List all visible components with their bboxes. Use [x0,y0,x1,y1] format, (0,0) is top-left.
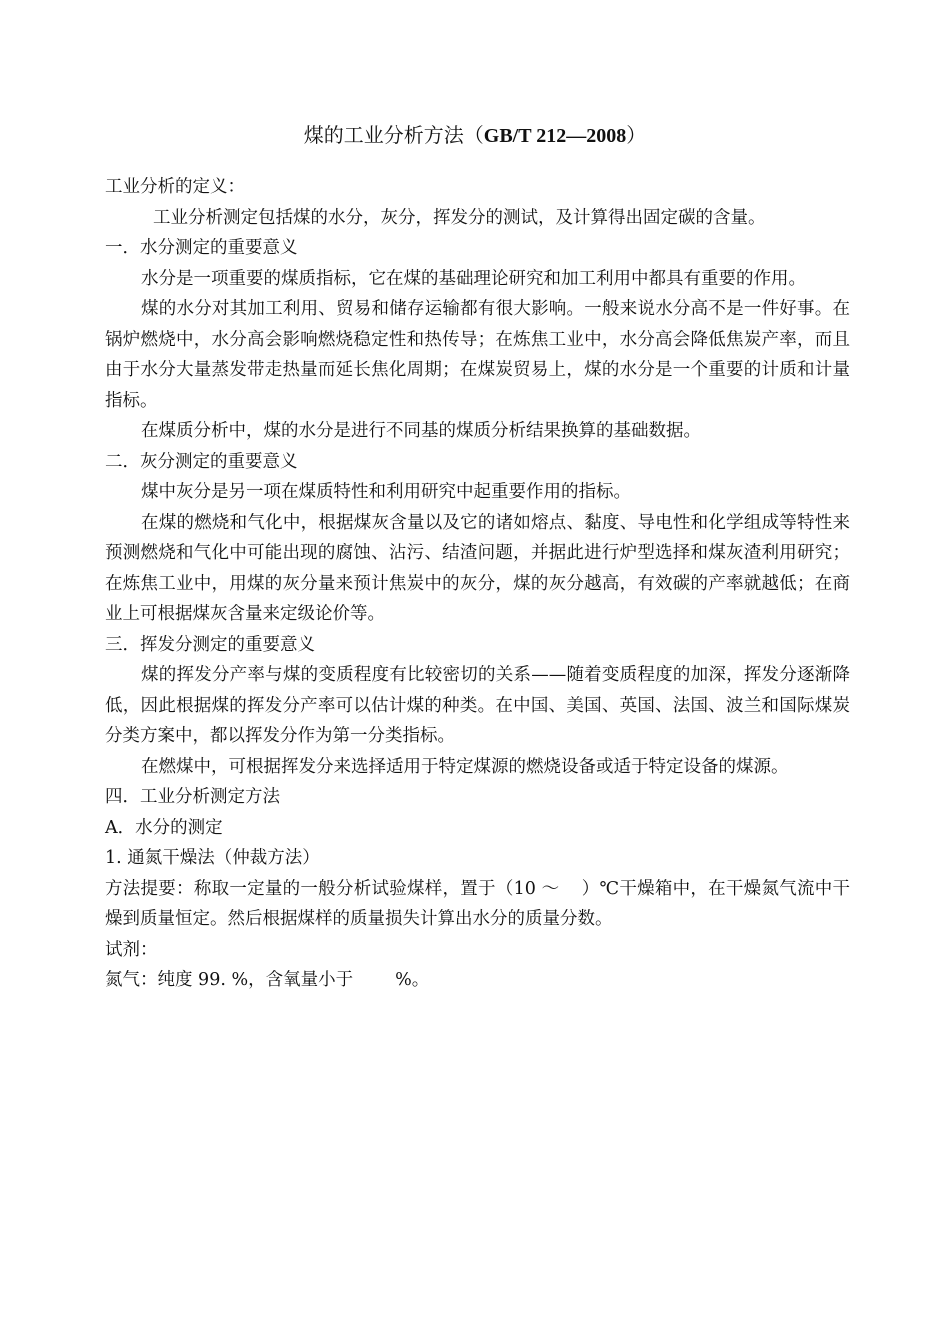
section-2-paragraph-2: 在煤的燃烧和气化中，根据煤灰含量以及它的诸如熔点、黏度、导电性和化学组成等特性来预测燃烧和气化中可能出现的腐蚀、沾污、结渣问题，并据此进行炉型选择和煤灰渣利用研究；在炼焦工业中，用煤的灰分量来预计焦炭中的灰分，煤的灰分越高，有效碳的产率就越低；在商业上可根据煤灰含量来定级论价等。 [105,512,850,624]
title-standard-code: GB/T 212—2008 [483,125,627,147]
method-1-heading: 1. 通氮干燥法（仲裁方法） [105,848,320,868]
section-3-heading: 三．挥发分测定的重要意义 [105,634,315,655]
definition-paragraph: 工业分析测定包括煤的水分，灰分，挥发分的测试，及计算得出固定碳的含量。 [153,207,766,228]
nitrogen-reagent-part-1: 氮气：纯度 99. %，含氧量小于 [105,970,354,990]
section-3-paragraph-1: 煤的挥发分产率与煤的变质程度有比较密切的关系——随着变质程度的加深，挥发分逐渐降低，因此根据煤的挥发分产率可以估计煤的种类。在中国、美国、英国、法国、波兰和国际煤炭分类方案中，都以挥发分作为第一分类指标。 [105,665,850,746]
method-summary-paragraph [105,874,850,935]
nitrogen-reagent-part-2: %。 [395,970,430,990]
section-1-paragraph-3: 在煤质分析中，煤的水分是进行不同基的煤质分析结果换算的基础数据。 [141,421,701,441]
section-3-paragraph-2: 在燃煤中，可根据挥发分来选择适用于特定煤源的燃烧设备或适于特定设备的煤源。 [141,756,789,777]
document-title [0,121,950,150]
title-close-paren: ） [626,123,647,147]
nitrogen-reagent-line [105,965,850,996]
section-1-paragraph-2: 煤的水分对其加工利用、贸易和储存运输都有很大影响。一般来说水分高不是一件好事。在锅炉燃烧中，水分高会影响燃烧稳定性和热传导；在炼焦工业中，水分高会降低焦炭产率，而且由于水分大量蒸发带走热量而延长焦化周期；在煤炭贸易上，煤的水分是一个重要的计质和计量指标。 [105,299,850,411]
section-1-paragraph-1: 水分是一项重要的煤质指标，它在煤的基础理论研究和加工利用中都具有重要的作用。 [141,268,806,289]
method-summary-part-1: 方法提要：称取一定量的一般分析试验煤样，置于（10 ～ [105,878,560,899]
definition-heading: 工业分析的定义： [105,177,245,197]
section-4-heading: 四．工业分析测定方法 [105,787,280,807]
subsection-a-heading: A．水分的测定 [105,817,223,838]
title-text: 煤的工业分析方法（ [303,123,484,147]
section-1-heading: 一．水分测定的重要意义 [105,238,298,258]
section-2-paragraph-1: 煤中灰分是另一项在煤质特性和利用研究中起重要作用的指标。 [141,482,631,502]
reagents-heading: 试剂： [105,939,158,960]
section-2-heading: 二．灰分测定的重要意义 [105,451,298,472]
document-body [105,172,850,996]
method-summary-part-2: ）℃干燥箱中，在干燥氮气流中干燥到质量恒定。然后根据煤样的质量损失计算出水分的质量分数。 [105,878,850,929]
